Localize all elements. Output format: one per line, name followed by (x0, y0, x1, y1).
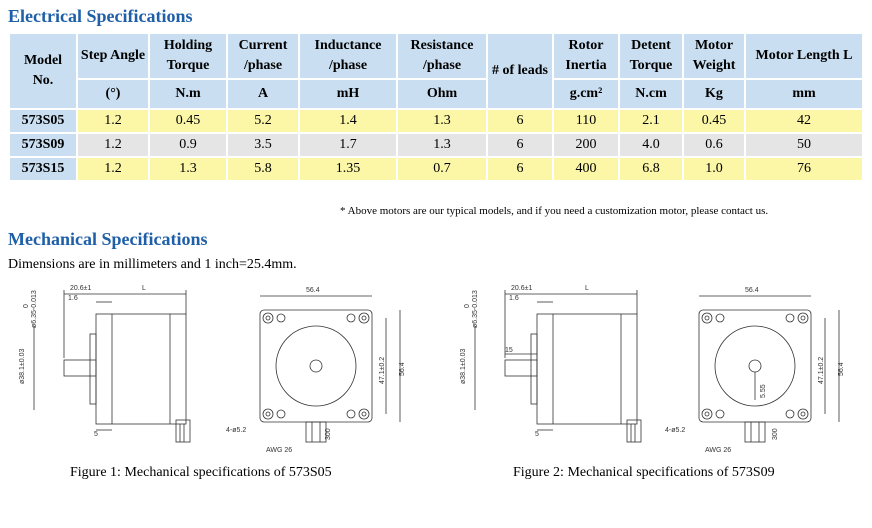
dim-width: 56.4 (306, 287, 320, 294)
table-row (10, 134, 862, 156)
table-cell: 1.3 (398, 134, 486, 156)
model-cell: 573S05 (10, 110, 76, 132)
header-row (10, 34, 862, 78)
unit-cell: Kg (684, 80, 744, 108)
table-cell: 1.2 (78, 110, 148, 132)
dim-16: 1.6 (509, 295, 519, 302)
dim-5: 5 (94, 431, 98, 438)
table-cell: 76 (746, 158, 862, 180)
table-cell: 6.8 (620, 158, 682, 180)
table-cell: 3.5 (228, 134, 298, 156)
dim-5: 5 (535, 431, 539, 438)
dimension-note: Dimensions are in millimeters and 1 inch=25.4mm. (8, 257, 297, 272)
table-row (10, 110, 862, 132)
unit-cell: g.cm² (554, 80, 618, 108)
dim-wire: AWG 26 (705, 447, 732, 454)
table-footnote: * Above motors are our typical models, and if you need a customization motor, please contact us. (340, 205, 769, 217)
table-cell: 6 (488, 110, 552, 132)
unit-cell: (°) (78, 80, 148, 108)
dim-height: 56.4 (838, 362, 845, 376)
motor-pilot-circle (276, 326, 356, 406)
col-header: Model No. (10, 34, 76, 108)
dim-hole-spacing: 47.1±0.2 (818, 356, 825, 384)
mechanical-title: Mechanical Specifications (8, 229, 208, 249)
dim-height: 56.4 (399, 362, 406, 376)
dim-wire: AWG 26 (266, 447, 293, 454)
col-header: Step Angle (78, 34, 148, 78)
dim-pilot: ø38.1±0.03 (460, 348, 467, 384)
dim-shaft-diameter-zero: 0 (464, 304, 471, 308)
motor-shaft (505, 360, 537, 376)
dim-hole-spacing: 47.1±0.2 (379, 356, 386, 384)
col-header: Current /phase (228, 34, 298, 78)
table-cell: 0.6 (684, 134, 744, 156)
dim-width: 56.4 (745, 287, 759, 294)
figure-2-drawing (455, 280, 865, 460)
col-header: Motor Weight (684, 34, 744, 78)
dim-length: L (142, 285, 146, 292)
table-cell: 1.2 (78, 134, 148, 156)
col-header: Holding Torque (150, 34, 226, 78)
table-row (10, 158, 862, 180)
dim-16: 1.6 (68, 295, 78, 302)
dim-flat: 15 (505, 347, 513, 354)
col-header: Resistance /phase (398, 34, 486, 78)
motor-front-body (699, 310, 811, 422)
figure-1-caption: Figure 1: Mechanical specifications of 573S05 (70, 465, 332, 480)
table-cell: 1.3 (398, 110, 486, 132)
dim-shaft-length: 20.6±1 (511, 285, 533, 292)
dim-shaft-diameter: ø6.35-0.013 (31, 290, 38, 328)
table-cell: 4.0 (620, 134, 682, 156)
figure-2-caption: Figure 2: Mechanical specifications of 573S09 (513, 465, 775, 480)
table-cell: 400 (554, 158, 618, 180)
col-header: Rotor Inertia (554, 34, 618, 78)
dim-shaft-diameter-zero: 0 (23, 304, 30, 308)
table-cell: 200 (554, 134, 618, 156)
electrical-spec-table (8, 32, 864, 182)
table-cell: 1.35 (300, 158, 396, 180)
motor-front-body (260, 310, 372, 422)
table-cell: 0.7 (398, 158, 486, 180)
unit-cell: mH (300, 80, 396, 108)
unit-cell: Ohm (398, 80, 486, 108)
table-cell: 0.45 (684, 110, 744, 132)
dim-pilot: ø38.1±0.03 (19, 348, 26, 384)
table-cell: 1.3 (150, 158, 226, 180)
electrical-title: Electrical Specifications (8, 6, 193, 26)
units-row (10, 80, 862, 108)
table-cell: 1.2 (78, 158, 148, 180)
unit-cell: mm (746, 80, 862, 108)
unit-cell: A (228, 80, 298, 108)
col-header: # of leads (488, 34, 552, 108)
dim-lead: 300 (772, 428, 779, 440)
dim-shaft-length: 20.6±1 (70, 285, 92, 292)
table-cell: 110 (554, 110, 618, 132)
table-cell: 6 (488, 134, 552, 156)
motor-side-body (537, 314, 637, 424)
table-cell: 42 (746, 110, 862, 132)
model-cell: 573S09 (10, 134, 76, 156)
table-cell: 5.8 (228, 158, 298, 180)
col-header: Motor Length L (746, 34, 862, 78)
table-cell: 1.4 (300, 110, 396, 132)
unit-cell: N.m (150, 80, 226, 108)
dim-holes: 4-ø5.2 (665, 427, 686, 434)
table-cell: 50 (746, 134, 862, 156)
dim-lead: 300 (325, 428, 332, 440)
table-cell: 2.1 (620, 110, 682, 132)
dim-shaft-diameter: ø6.35-0.013 (472, 290, 479, 328)
model-cell: 573S15 (10, 158, 76, 180)
table-cell: 0.45 (150, 110, 226, 132)
table-cell: 5.2 (228, 110, 298, 132)
table-cell: 1.0 (684, 158, 744, 180)
motor-shaft (64, 360, 96, 376)
col-header: Inductance /phase (300, 34, 396, 78)
dim-flat-depth: 5.55 (760, 384, 767, 398)
table-cell: 1.7 (300, 134, 396, 156)
motor-side-body (96, 314, 186, 424)
col-header: Detent Torque (620, 34, 682, 78)
unit-cell: N.cm (620, 80, 682, 108)
table-cell: 6 (488, 158, 552, 180)
table-cell: 0.9 (150, 134, 226, 156)
dim-length: L (585, 285, 589, 292)
figure-1-drawing (20, 280, 420, 460)
dim-holes: 4-ø5.2 (226, 427, 247, 434)
